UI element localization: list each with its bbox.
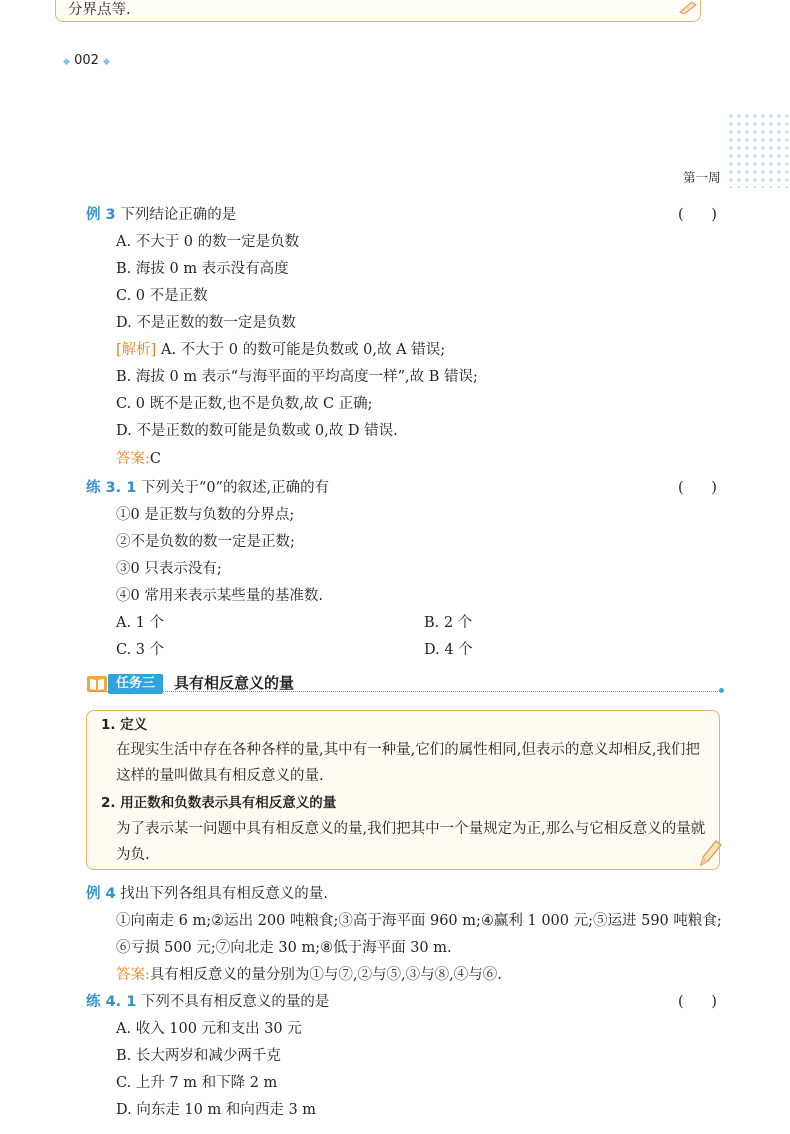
diamond-icon: ◆ [63,57,70,67]
answer-paren: ( ) [678,994,717,1010]
option-a: A. 收入 100 元和支出 30 元 [116,1021,302,1037]
page-number-text: 002 [74,53,99,68]
task-title: 具有相反意义的量 [174,674,295,692]
analysis-text: A. 不大于 0 的数可能是负数或 0,故 A 错误; [160,342,446,358]
option-b: B. 长大两岁和减少两千克 [116,1048,281,1064]
option-b: B. 海拔 0 m 表示没有高度 [116,261,289,277]
example3-question [86,205,236,225]
practice31-label: 练 3. 1 [86,480,137,496]
definition-heading-2: 2. 用正数和负数表示具有相反意义的量 [101,795,337,811]
analysis-label: [解析] [116,342,157,358]
definition-text-1: 在现实生活中存在各种各样的量,其中有一种量,它们的属性相同,但表示的意义却相反,我们把 [116,742,700,758]
page-number [63,53,110,68]
option-a: A. 1 个 [116,615,165,631]
analysis-line-3: C. 0 既不是正数,也不是负数,故 C 正确; [116,396,373,412]
top-note-box [55,0,701,22]
option-d: D. 4 个 [424,642,473,658]
definition-heading: 1. 定义 [101,717,148,733]
answer-label: 答案: [116,451,150,467]
analysis-line-4: D. 不是正数的数可能是负数或 0,故 D 错误. [116,423,398,439]
example4-line-2: ⑥亏损 500 元;⑦向北走 30 m;⑧低于海平面 30 m. [116,940,452,956]
option-c: C. 上升 7 m 和下降 2 m [116,1075,278,1091]
option-d: D. 不是正数的数一定是负数 [116,315,296,331]
option-c: C. 3 个 [116,642,165,658]
practice41-question-text: 下列不具有相反意义的量的是 [140,994,330,1010]
practice41-question [86,992,329,1012]
analysis-line-2: B. 海拔 0 m 表示“与海平面的平均高度一样”,故 B 错误; [116,369,478,385]
answer-value: 具有相反意义的量分别为①与⑦,②与⑤,③与⑧,④与⑥. [149,967,502,983]
statement-4: ④0 常用来表示某些量的基准数. [116,588,323,604]
pencil-icon [678,0,698,14]
top-note-text: 分界点等. [68,2,131,18]
answer-value: C [149,451,161,467]
definition-text-2: 这样的量叫做具有相反意义的量. [116,768,324,784]
example4-label: 例 4 [86,886,116,902]
week-label: 第一周 [683,170,721,185]
example3-answer [116,449,161,469]
statement-3: ③0 只表示没有; [116,561,222,577]
example3-label: 例 3 [86,207,116,223]
definition-box [86,710,720,870]
example3-question-text: 下列结论正确的是 [120,207,237,223]
practice41-label: 练 4. 1 [86,994,137,1010]
answer-paren: ( ) [678,207,717,223]
divider [91,691,722,692]
diamond-icon: ◆ [103,57,110,67]
option-a: A. 不大于 0 的数一定是负数 [116,234,300,250]
practice31-question [86,478,329,498]
practice31-question-text: 下列关于“0”的叙述,正确的有 [140,480,330,496]
task-tag: 任务三 [108,674,163,694]
answer-paren: ( ) [678,480,717,496]
example4-answer [116,965,502,985]
option-d: D. 向东走 10 m 和向西走 3 m [116,1102,317,1118]
example4-line-1: ①向南走 6 m;②运出 200 吨粮食;③高于海平面 960 m;④赢利 1 000 元;⑤运进 590 吨粮食; [116,913,722,929]
definition-text-4: 为负. [116,847,150,863]
example4-question-text: 找出下列各组具有相反意义的量. [120,886,328,902]
divider-dot [719,688,724,693]
option-c: C. 0 不是正数 [116,288,208,304]
option-b: B. 2 个 [424,615,473,631]
example4-question [86,884,328,904]
analysis-line-1 [116,340,445,360]
decorative-dot-grid [727,112,790,188]
answer-label: 答案: [116,967,150,983]
definition-text-3: 为了表示某一问题中具有相反意义的量,我们把其中一个量规定为正,那么与它相反意义的量就 [116,821,706,837]
statement-1: ①0 是正数与负数的分界点; [116,507,295,523]
statement-2: ②不是负数的数一定是正数; [116,534,295,550]
pencil-icon [697,838,723,868]
